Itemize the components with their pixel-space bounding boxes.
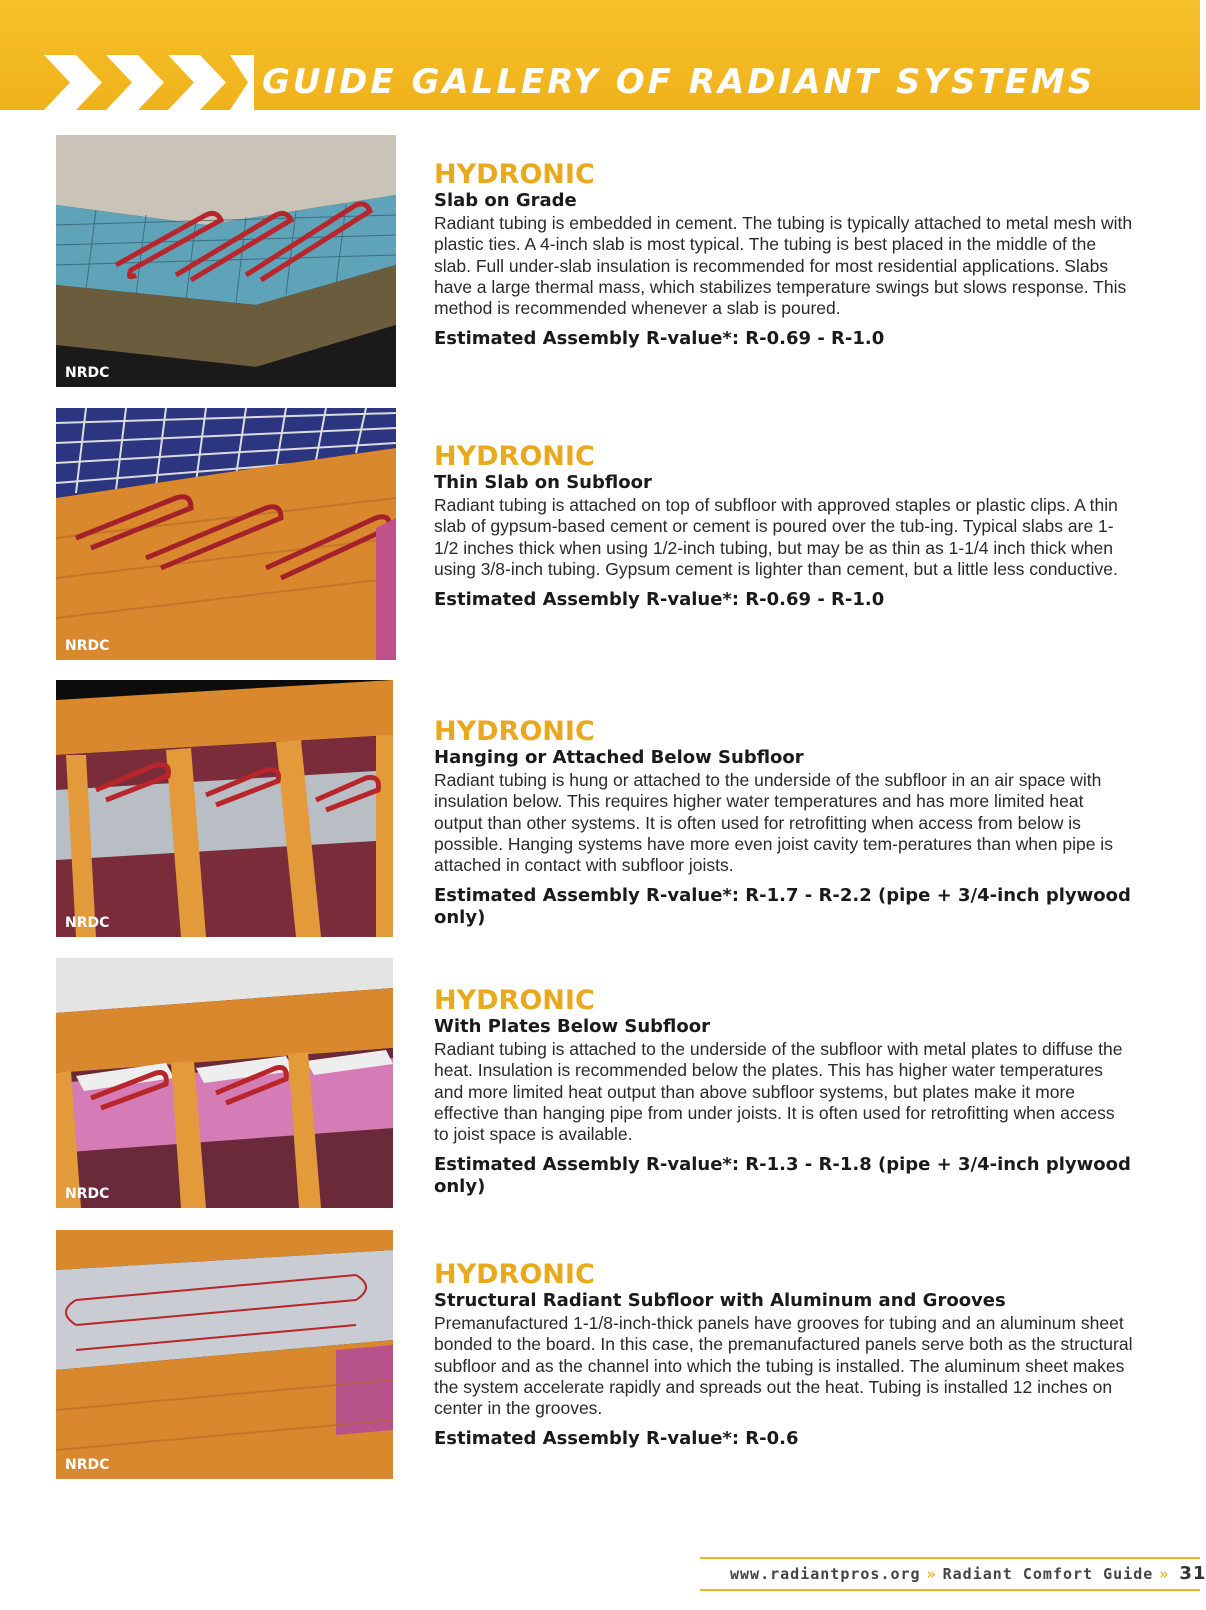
page-footer xyxy=(700,1557,1206,1591)
entry-description: Radiant tubing is embedded in cement. The tubing is typically attached to metal mesh with plastic ties. A 4-inch slab is most typical. The tubing is best placed in the middle of the slab. Full under-slab insulation is recommended for most residential applications. Slabs have a large thermal mass, which stabilizes temperature swings but slows response. This method is recommended whenever a slab is poured. xyxy=(434,213,1133,319)
entry-description: Premanufactured 1-1/8-inch-thick panels have grooves for tubing and an aluminum sheet bonded to the board. In this case, the premanufactured panels serve both as the structural subfloor and as the channel into which the tubing is installed. The aluminum sheet makes the system accelerate rapidly and spreads out the heat. Tubing is installed 12 inches on center in the grooves. xyxy=(434,1313,1133,1419)
entry-subtitle: Slab on Grade xyxy=(434,190,577,211)
page-number: 31 xyxy=(1179,1563,1206,1584)
footer-line xyxy=(730,1563,1206,1584)
entry-rvalue: Estimated Assembly R-value*: R-0.69 - R-1.0 xyxy=(434,328,885,350)
entry-subtitle: Structural Radiant Subfloor with Aluminum and Grooves xyxy=(434,1290,1006,1311)
image-credit: NRDC xyxy=(65,638,110,654)
image-credit: NRDC xyxy=(65,1457,110,1473)
entry-text xyxy=(434,442,1134,611)
entry-rvalue: Estimated Assembly R-value*: R-0.69 - R-1.0 xyxy=(434,589,885,611)
image-credit: NRDC xyxy=(65,365,110,381)
entry-subtitle: With Plates Below Subfloor xyxy=(434,1016,710,1037)
entry-category: HYDRONIC xyxy=(434,159,595,190)
entry-rvalue: Estimated Assembly R-value*: R-0.6 xyxy=(434,1428,799,1450)
entry-text xyxy=(434,717,1134,929)
entry-category: HYDRONIC xyxy=(434,1259,595,1290)
footer-url[interactable]: www.radiantpros.org xyxy=(730,1565,921,1583)
entry-text xyxy=(434,160,1134,350)
entry-subtitle: Thin Slab on Subfloor xyxy=(434,472,652,493)
entry-text xyxy=(434,986,1134,1198)
structural-subfloor-illustration xyxy=(56,1230,393,1479)
entry-subtitle: Hanging or Attached Below Subfloor xyxy=(434,747,804,768)
plates-illustration xyxy=(56,958,393,1208)
page-title: GUIDE GALLERY OF RADIANT SYSTEMS xyxy=(262,62,1096,102)
entry-category: HYDRONIC xyxy=(434,441,595,472)
entry-category: HYDRONIC xyxy=(434,716,595,747)
footer-rule-bottom xyxy=(700,1589,1200,1591)
entry-rvalue: Estimated Assembly R-value*: R-1.3 - R-1.8 (pipe + 3/4-inch plywood only) xyxy=(434,1154,1131,1198)
entry-description: Radiant tubing is hung or attached to the underside of the subfloor in an air space with insulation below. This requires higher water temperatures and has more limited heat output than other systems. It is often used for retrofitting when access from below is possible. Hanging systems have more even joist cavity tem-peratures than when pipe is attached in contact with subfloor joists. xyxy=(434,770,1113,876)
footer-rule-top xyxy=(700,1557,1200,1559)
double-chevron-icon: » xyxy=(1159,1565,1170,1583)
entry-description: Radiant tubing is attached to the underside of the subfloor with metal plates to diffuse the heat. Insulation is recommended below the plates. This has higher water temperatures and more limited heat output than above subfloor systems, but plates make it more effective than hanging pipe from under joists. It is often used for retrofitting when access to joist space is available. xyxy=(434,1039,1123,1145)
header-banner xyxy=(0,0,1200,110)
entry-text xyxy=(434,1260,1134,1450)
entry-description: Radiant tubing is attached on top of subfloor with approved staples or plastic clips. A thin slab of gypsum-based cement or cement is poured over the tub-ing. Typical slabs are 1-1/2 inches thick when using 1/2-inch tubing, but may be as thin as 1-1/4 inch thick when using 3/8-inch tubing. Gypsum cement is lighter than cement, but a little less conductive. xyxy=(434,495,1118,579)
image-credit: NRDC xyxy=(65,1186,110,1202)
chevron-arrows-icon xyxy=(44,55,254,110)
entry-category: HYDRONIC xyxy=(434,985,595,1016)
entry-rvalue: Estimated Assembly R-value*: R-1.7 - R-2.2 (pipe + 3/4-inch plywood only) xyxy=(434,885,1131,929)
double-chevron-icon: » xyxy=(926,1565,937,1583)
hanging-pipe-illustration xyxy=(56,680,393,937)
footer-guide-name: Radiant Comfort Guide xyxy=(942,1565,1154,1583)
image-credit: NRDC xyxy=(65,915,110,931)
slab-on-grade-illustration xyxy=(56,135,396,387)
thin-slab-illustration xyxy=(56,408,396,660)
